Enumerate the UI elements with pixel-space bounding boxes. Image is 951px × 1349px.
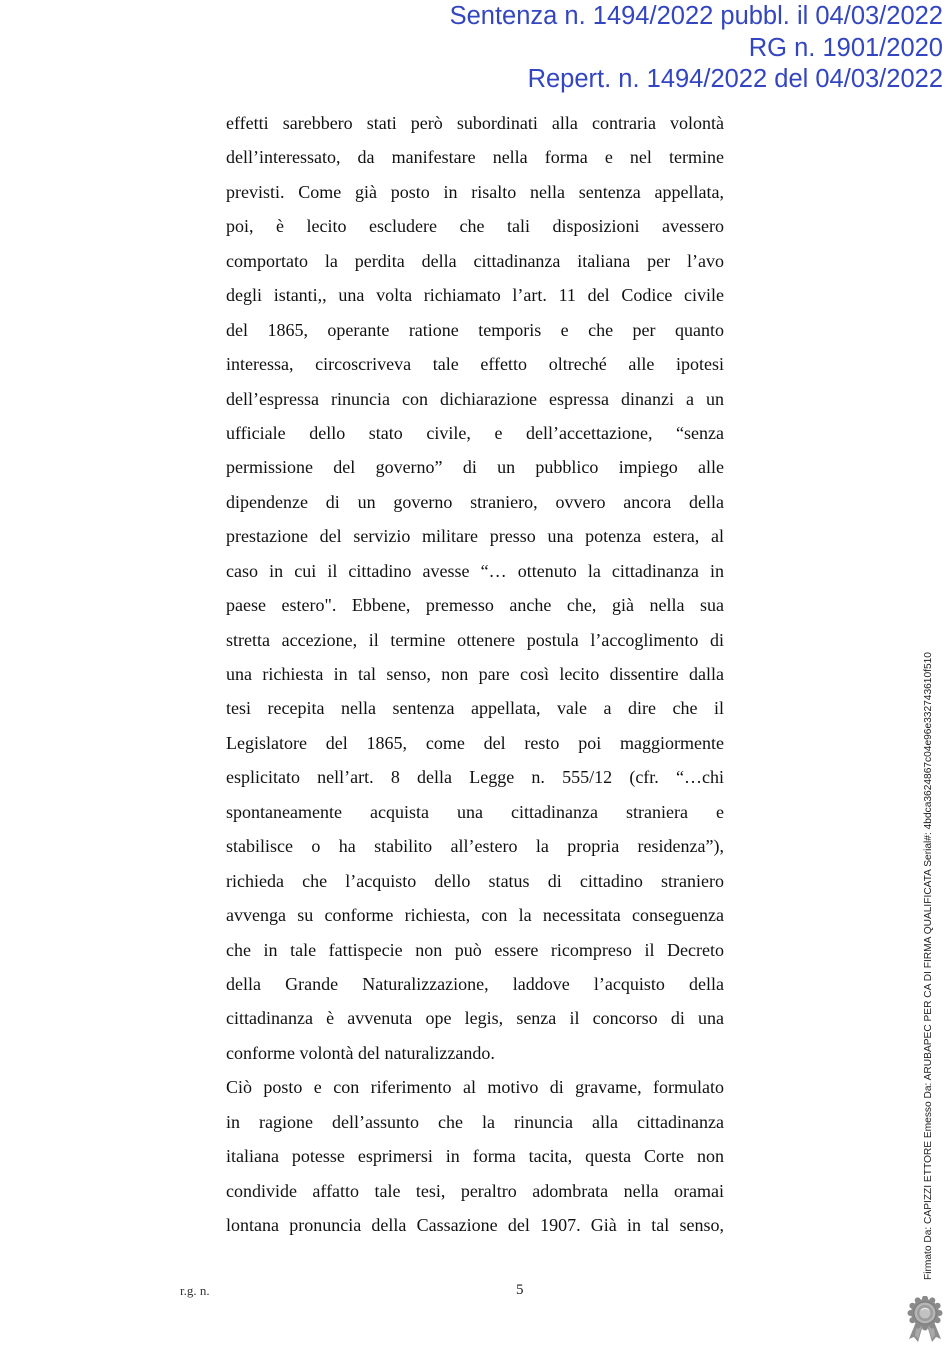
body-line: richieda che l’acquisto dello status di cittadino straniero	[226, 870, 724, 891]
body-line: dell’interessato, da manifestare nella forma e nel termine	[226, 147, 724, 168]
body-line: lontana pronuncia della Cassazione del 1907. Già in tal senso,	[226, 1215, 724, 1235]
body-line: avvenga su conforme richiesta, con la necessitata conseguenza	[226, 905, 724, 926]
body-line: tesi recepita nella sentenza appellata, vale a dire che il	[226, 698, 724, 719]
document-body	[226, 106, 724, 1242]
paragraph	[226, 106, 724, 1070]
body-line: del 1865, operante ratione temporis e che per quanto	[226, 319, 724, 340]
page-number: 5	[516, 1282, 524, 1298]
body-line: spontaneamente acquista una cittadinanza straniera e	[226, 801, 724, 822]
body-line: caso in cui il cittadino avesse “… ottenuto la cittadinanza in	[226, 560, 724, 581]
digital-signature-note: Firmato Da: CAPIZZI ETTORE Emesso Da: ARUBAPEC PER CA DI FIRMA QUALIFICATA Serial#: 4bdca3624867c04e96e332743610f510	[923, 652, 934, 1280]
footer-reference-label: r.g. n.	[180, 1283, 210, 1298]
body-line: Legislatore del 1865, come del resto poi maggiormente	[226, 732, 724, 753]
body-line: effetti sarebbero stati però subordinati alla contraria volontà	[226, 113, 724, 133]
body-line: cittadinanza è avvenuta ope legis, senza il concorso di una	[226, 1008, 724, 1029]
header-repertory-number: Repert. n. 1494/2022 del 04/03/2022	[527, 65, 943, 93]
body-line: condivide affatto tale tesi, peraltro adombrata nella oramai	[226, 1180, 724, 1201]
body-line: esplicitato nell’art. 8 della Legge n. 555/12 (cfr. “…chi	[226, 767, 724, 788]
header-sentence-number: Sentenza n. 1494/2022 pubbl. il 04/03/2022	[449, 2, 943, 30]
body-line: in ragione dell’assunto che la rinuncia alla cittadinanza	[226, 1111, 724, 1132]
body-line: stabilisce o ha stabilito all’estero la propria residenza”),	[226, 836, 724, 857]
body-line: poi, è lecito escludere che tali disposizioni avessero	[226, 216, 724, 237]
header-rg-number: RG n. 1901/2020	[748, 33, 943, 62]
body-line: interessa, circoscriveva tale effetto oltreché alle ipotesi	[226, 354, 724, 375]
body-line: italiana potesse esprimersi in forma tacita, questa Corte non	[226, 1146, 724, 1167]
body-line: comportato la perdita della cittadinanza italiana per l’avo	[226, 250, 724, 271]
body-line: dell’espressa rinuncia con dichiarazione espressa dinanzi a un	[226, 388, 724, 409]
body-line: stretta accezione, il termine ottenere postula l’accoglimento di	[226, 629, 724, 650]
body-line: una richiesta in tal senso, non pare così lecito dissentire dalla	[226, 664, 724, 684]
body-line: Ciò posto e con riferimento al motivo di gravame, formulato	[226, 1077, 724, 1098]
body-line: degli istanti,, una volta richiamato l’art. 11 del Codice civile	[226, 285, 724, 306]
paragraph	[226, 1070, 724, 1242]
body-line: che in tale fattispecie non può essere ricompreso il Decreto	[226, 939, 724, 960]
body-line: conforme volontà del naturalizzando.	[226, 1042, 495, 1063]
body-line: dipendenze di un governo straniero, ovvero ancora della	[226, 491, 724, 512]
body-line: prestazione del servizio militare presso una potenza estera, al	[226, 526, 724, 547]
body-line: permissione del governo” di un pubblico impiego alle	[226, 457, 724, 478]
seal-rosette-icon	[904, 1296, 946, 1344]
body-line: previsti. Come già posto in risalto nella sentenza appellata,	[226, 181, 724, 202]
body-line: della Grande Naturalizzazione, laddove l’acquisto della	[226, 973, 724, 994]
body-line: paese estero". Ebbene, premesso anche che, già nella sua	[226, 595, 724, 616]
publication-header	[450, 1, 943, 96]
body-line: ufficiale dello stato civile, e dell’accettazione, “senza	[226, 422, 724, 443]
